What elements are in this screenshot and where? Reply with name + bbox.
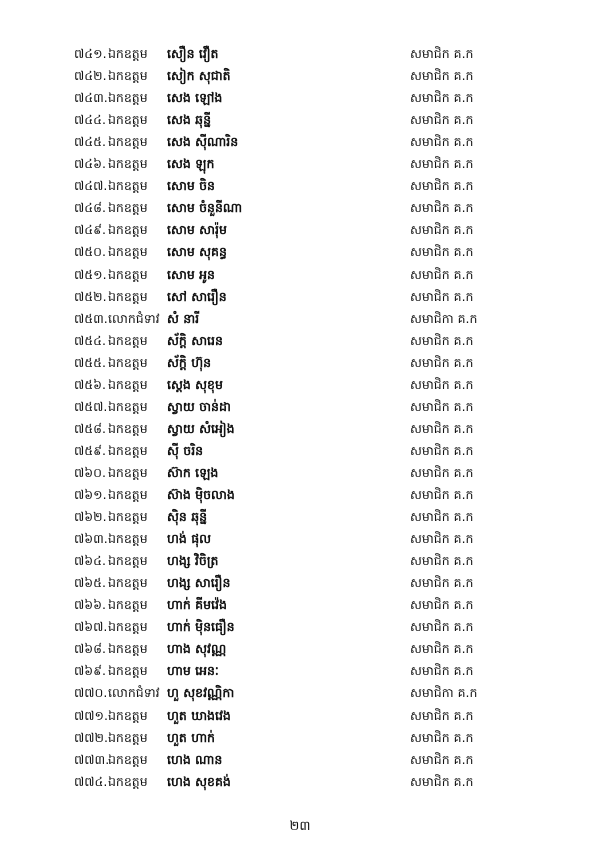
- entry-role: សមាជិក គ.ក: [410, 156, 474, 172]
- list-item: [0, 374, 600, 396]
- entry-title: ឯកឧត្តម: [108, 575, 148, 591]
- entry-name: ហាក់ ម៉ិនធឿន: [167, 619, 235, 635]
- entry-role: សមាជិក គ.ក: [410, 619, 474, 635]
- entry-role: សមាជិក គ.ក: [410, 200, 474, 216]
- entry-number: ៧៧២.: [74, 729, 108, 745]
- list-item: [0, 682, 600, 704]
- entry-title: ឯកឧត្តម: [108, 597, 148, 613]
- entry-title: ឯកឧត្តម: [108, 222, 148, 238]
- entry-number: ៧៥៨.: [74, 420, 106, 436]
- list-item: [0, 749, 600, 771]
- list-item: [0, 440, 600, 462]
- list-item: [0, 197, 600, 219]
- list-item: [0, 241, 600, 263]
- entry-number: ៧៥៣.: [74, 310, 108, 326]
- entry-number: ៧៥២.: [74, 288, 107, 304]
- entry-number: ៧៥៧.: [74, 398, 108, 414]
- entry-number: ៧៤២.: [74, 68, 107, 84]
- entry-name: ហួ សុខវណ្ណិកា: [167, 685, 235, 701]
- entry-role: សមាជិក គ.ក: [410, 398, 474, 414]
- entry-name: ស័ក្តិ ហ៊ុន: [167, 354, 212, 370]
- entry-name: ហង្ស វិចិត្រ: [167, 553, 219, 569]
- entry-name: ស្វាយ សំអៀង: [167, 420, 235, 436]
- entry-role: សមាជិក គ.ក: [410, 597, 474, 613]
- entry-role: សមាជិកា គ.ក: [410, 310, 478, 326]
- list-item: [0, 153, 600, 175]
- entry-name: សៅ សារឿន: [167, 288, 227, 304]
- entry-number: ៧៧៤.: [74, 773, 108, 789]
- entry-role: សមាជិក គ.ក: [410, 442, 474, 458]
- entry-number: ៧៦៩.: [74, 663, 106, 679]
- entry-number: ៧៥៥.: [74, 354, 106, 370]
- entry-role: សមាជិក គ.ក: [410, 288, 474, 304]
- entry-title: ឯកឧត្តម: [108, 134, 148, 150]
- entry-number: ៧៧០.: [74, 685, 108, 701]
- entry-name: សេង ឆុន្នី: [167, 112, 212, 128]
- entry-name: សេង ឡុក: [167, 156, 215, 172]
- entry-number: ៧៦៥.: [74, 575, 106, 591]
- entry-number: ៧៤៥.: [74, 134, 106, 150]
- entry-title: ឯកឧត្តម: [108, 751, 148, 767]
- entry-name: ស៊ិន ឆុន្នី: [167, 509, 208, 525]
- entry-role: សមាជិក គ.ក: [410, 420, 474, 436]
- entry-role: សមាជិក គ.ក: [410, 222, 474, 238]
- entry-title: ឯកឧត្តម: [108, 398, 148, 414]
- entry-name: សោម សារ៉ុម: [167, 222, 227, 238]
- entry-number: ៧៤៤.: [74, 112, 106, 128]
- entry-name: ស៊ាក ឡេង: [167, 464, 219, 480]
- entry-title: ឯកឧត្តម: [108, 288, 148, 304]
- entry-title: ឯកឧត្តម: [108, 332, 148, 348]
- entry-title: ឯកឧត្តម: [108, 354, 148, 370]
- entry-title: ឯកឧត្តម: [108, 68, 148, 84]
- entry-number: ៧៤៦.: [74, 156, 106, 172]
- entry-name: សេង ឡៅង: [167, 90, 223, 106]
- list-item: [0, 219, 600, 241]
- list-item: [0, 771, 600, 793]
- entry-number: ៧៦១.: [74, 487, 107, 502]
- entry-role: សមាជិក គ.ក: [410, 376, 474, 392]
- entry-title: ឯកឧត្តម: [108, 487, 148, 502]
- entry-number: ៧៤៣.: [74, 90, 108, 106]
- entry-role: សមាជិក គ.ក: [410, 553, 474, 569]
- entry-role: សមាជិក គ.ក: [410, 773, 474, 789]
- entry-title: ឯកឧត្តម: [108, 156, 148, 172]
- entry-title: ឯកឧត្តម: [108, 266, 148, 282]
- entry-role: សមាជិក គ.ក: [410, 134, 474, 150]
- list-item: [0, 43, 600, 65]
- page-number: ២៣: [289, 819, 311, 834]
- entry-number: ៧៦៨.: [74, 641, 106, 657]
- entry-role: សមាជិក គ.ក: [410, 729, 474, 745]
- list-item: [0, 572, 600, 594]
- list-item: [0, 506, 600, 528]
- entry-name: ស្តេង សុខុម: [167, 376, 223, 392]
- list-item: [0, 131, 600, 153]
- entry-title: ឯកឧត្តម: [108, 707, 148, 723]
- list-item: [0, 484, 600, 506]
- list-item: [0, 727, 600, 749]
- list-item: [0, 550, 600, 572]
- list-item: [0, 705, 600, 727]
- entry-title: ឯកឧត្តម: [108, 178, 148, 194]
- entry-role: សមាជិក គ.ក: [410, 354, 474, 370]
- list-item: [0, 660, 600, 682]
- entry-role: សមាជិក គ.ក: [410, 464, 474, 480]
- entry-title: ឯកឧត្តម: [108, 442, 148, 458]
- entry-name: សេង ស៊ីណារិន: [167, 134, 239, 150]
- entry-name: សោម ចំនួនីណា: [167, 200, 243, 216]
- entry-number: ៧៥១.: [74, 266, 107, 282]
- entry-role: សមាជិក គ.ក: [410, 46, 474, 61]
- entry-role: សមាជិក គ.ក: [410, 68, 474, 84]
- entry-name: ហាម អេនៈ: [167, 663, 219, 679]
- entry-title: ឯកឧត្តម: [108, 619, 148, 635]
- entry-role: សមាជិក គ.ក: [410, 112, 474, 128]
- entry-name: ស៊ី ចរិន: [167, 442, 204, 458]
- entry-number: ៧៤៧.: [74, 178, 108, 194]
- entry-title: ឯកឧត្តម: [108, 641, 148, 657]
- entry-title: ឯកឧត្តម: [108, 553, 148, 569]
- entry-role: សមាជិក គ.ក: [410, 663, 474, 679]
- entry-number: ៧៦៣.: [74, 531, 108, 547]
- entry-role: សមាជិក គ.ក: [410, 178, 474, 194]
- list-item: [0, 286, 600, 308]
- entry-title: ឯកឧត្តម: [108, 773, 148, 789]
- entry-name: ហួត ហាក់: [167, 729, 215, 745]
- entry-name: សឿន វឿត: [167, 46, 219, 61]
- entry-title: ឯកឧត្តម: [108, 112, 148, 128]
- list-item: [0, 594, 600, 616]
- entry-title: ឯកឧត្តម: [108, 376, 148, 392]
- entry-name: ហួត ឃាងវេង: [167, 707, 231, 723]
- list-item: [0, 396, 600, 418]
- entry-number: ៧៥៤.: [74, 332, 106, 348]
- entry-number: ៧៦៤.: [74, 553, 106, 569]
- entry-number: ៧៦២.: [74, 509, 107, 525]
- entry-title: ឯកឧត្តម: [108, 200, 148, 216]
- list-item: [0, 87, 600, 109]
- entry-role: សមាជិក គ.ក: [410, 707, 474, 723]
- entry-name: ស្វាយ ចាន់ដា: [167, 398, 231, 414]
- entry-number: ៧៥០.: [74, 244, 106, 260]
- entry-title: ឯកឧត្តម: [108, 729, 148, 745]
- entry-role: សមាជិក គ.ក: [410, 266, 474, 282]
- entry-number: ៧៤១.: [74, 46, 107, 61]
- list-item: [0, 528, 600, 550]
- entry-role: សមាជិក គ.ក: [410, 531, 474, 547]
- entry-role: សមាជិក គ.ក: [410, 332, 474, 348]
- entry-name: ហេង ណាន: [167, 751, 223, 767]
- entry-title: ឯកឧត្តម: [108, 90, 148, 106]
- list-item: [0, 352, 600, 374]
- list-item: [0, 109, 600, 131]
- entry-number: ៧៤៨.: [74, 200, 106, 216]
- entry-title: ឯកឧត្តម: [108, 531, 148, 547]
- list-item: [0, 638, 600, 660]
- entry-name: សោម ចិន: [167, 178, 215, 194]
- list-item: [0, 175, 600, 197]
- list-item: [0, 616, 600, 638]
- list-item: [0, 330, 600, 352]
- list-item: [0, 462, 600, 484]
- entry-number: ៧៥៩.: [74, 442, 106, 458]
- entry-name: សោម សុគន្ធ: [167, 244, 227, 260]
- entry-name: ស័ក្តិ សារេន: [167, 332, 223, 348]
- entry-name: សោម អូន: [167, 266, 215, 282]
- entry-title: លោកជំទាវ: [108, 685, 160, 701]
- entry-number: ៧៧៣.: [74, 751, 110, 767]
- entry-number: ៧៦៦.: [74, 597, 106, 613]
- entry-title: ឯកឧត្តម: [108, 509, 148, 525]
- entry-role: សមាជិក គ.ក: [410, 244, 474, 260]
- entry-role: សមាជិក គ.ក: [410, 575, 474, 591]
- entry-name: ហេង សុខគង់: [167, 773, 231, 789]
- list-item: [0, 418, 600, 440]
- entry-title: ឯកឧត្តម: [108, 464, 148, 480]
- entry-name: ហង្ស សារឿន: [167, 575, 231, 591]
- list-item: [0, 65, 600, 87]
- entry-name: សៀក សុជាតិ: [167, 68, 231, 84]
- entry-title: ឯកឧត្តម: [108, 420, 148, 436]
- entry-role: សមាជិក គ.ក: [410, 641, 474, 657]
- entry-role: សមាជិក គ.ក: [410, 487, 474, 502]
- entry-number: ៧៦០.: [74, 464, 106, 480]
- entry-name: ហាង សុវណ្ណ: [167, 641, 227, 657]
- entry-name: ស៊ាង ម៉ិចលាង: [167, 487, 235, 502]
- entry-role: សមាជិក គ.ក: [410, 90, 474, 106]
- entry-role: សមាជិក គ.ក: [410, 751, 474, 767]
- entry-number: ៧៦៧.: [74, 619, 108, 635]
- entry-title: ឯកឧត្តម: [108, 46, 148, 61]
- entry-number: ៧៧១.: [74, 707, 108, 723]
- entry-name: ហង់ ផុល: [167, 531, 212, 547]
- entry-title: ឯកឧត្តម: [108, 663, 148, 679]
- entry-title: លោកជំទាវ: [108, 310, 160, 326]
- entry-number: ៧៥៦.: [74, 376, 106, 392]
- entry-role: សមាជិក គ.ក: [410, 509, 474, 525]
- list-item: [0, 264, 600, 286]
- list-item: [0, 308, 600, 330]
- entry-role: សមាជិកា គ.ក: [410, 685, 478, 701]
- entry-title: ឯកឧត្តម: [108, 244, 148, 260]
- entry-name: ហាក់ គីមវ៉េង: [167, 597, 227, 613]
- entry-number: ៧៤៩.: [74, 222, 106, 238]
- entry-name: សំ នារី: [167, 310, 200, 326]
